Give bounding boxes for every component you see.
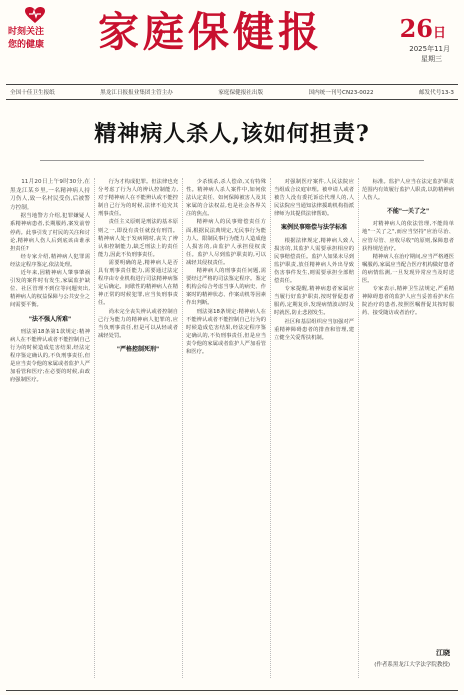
paragraph: 对强制医疗案件,人民法院应当组成合议庭审理。被申请人或者被告人没有委托诉讼代理人的,人民法院应当通知法律援助机构指派律师为其提供法律帮助。 [274, 179, 354, 218]
info-item: 邮发代号13-3 [418, 90, 454, 96]
paragraph: 精神病人的民事赔偿责任方面,根据民法典规定,无民事行为能力人、限制民事行为能力人造成他人损害的,由监护人承担侵权责任。监护人尽到监护职责的,可以减轻其侵权责任。 [186, 219, 266, 266]
article-lead: 11月20日上午9时30分,在黑龙江某乡里,一名精神病人持刀伤人,致一名村民受伤,后被警方控制。 [10, 179, 90, 211]
issue-year-month: 2025年11月 [409, 45, 450, 53]
paragraph: 对精神病人的依法管理,不能简单地"一关了之",而应当坚持"应治尽治、应管尽管、应收尽收"的原则,保障患者获得规范治疗。 [362, 221, 454, 252]
paragraph: 精神病人在治疗期间,应当严格遵医嘱服药,家属应当配合医疗机构做好患者的病情监测,一旦发现异常应当及时送医。 [362, 253, 454, 285]
slogan-line-2: 您的健康 [8, 40, 45, 50]
info-item: 国内统一刊号CN23-0022 [308, 90, 374, 96]
paragraph: 刑法第18条规定:精神病人在不能辨认或者不能控制自己行为的时候造成危害结果,经法定程序鉴定确认的,不负刑事责任,但是应当责令他的家属或者监护人严加看管和医疗。 [186, 308, 266, 355]
slogan-line-1: 时刻关注 [8, 27, 45, 37]
paragraph: 行为才构成犯罪。但法律也充分考虑了行为人的辨认控制能力,对于精神病人在不能辨认或不能控制自己行为的时候,法律不追究其刑事责任。 [98, 179, 178, 218]
paragraph: 近年来,因精神病人肇事肇祸引发的案件时有发生,家属监护缺位、社区管理不到位等问题突出,精神病人的权益保障与公共安全之间需要平衡。 [10, 270, 90, 309]
page-footer-rule [6, 690, 458, 691]
heart-logo-icon [24, 6, 46, 24]
article-column-1 [10, 178, 90, 678]
section-subheading: "严格控制死刑" [116, 345, 160, 353]
article-headline: 精神病人杀人,该如何担责? [94, 120, 370, 147]
issue-day [400, 16, 446, 47]
article-column-3 [186, 178, 266, 678]
column-divider [358, 178, 359, 678]
paragraph: 根据法律规定,精神病人致人损害的,其监护人需要承担相应的民事赔偿责任。监护人如果未尽到监护职责,放任精神病人外出导致伤害事件发生,则需要承担全部赔偿责任。 [274, 237, 354, 285]
author-byline: (作者系黑龙江大学法学院教授) [374, 662, 450, 668]
section-subheading: 不能"一关了之" [386, 208, 430, 216]
issue-day-number: 26 [399, 14, 433, 43]
masthead [0, 0, 464, 96]
article-column-5 [362, 178, 454, 678]
paragraph: 尚未完全丧失辨认或者控制自己行为能力的精神病人犯罪的,应当负刑事责任,但是可以从轻或者减轻处罚。 [98, 308, 178, 339]
headline-rule [40, 160, 424, 161]
paragraph: 责任主义原则是刑法的基本原则之一,即没有责任就没有刑罚。精神病人处于发病期时,丧失了辨认和控制能力,缺乏刑法上的责任能力,因此不负刑事责任。 [98, 219, 178, 258]
paragraph: 专家提醒,精神病患者家属应当履行好监护职责,按时督促患者服药,定期复诊,发现病情波动时及时就医,防止悲剧发生。 [274, 286, 354, 317]
newspaper-title: 家庭保健报 [98, 8, 323, 56]
paragraph: 社区和基层组织应当加强对严重精神障碍患者的排查和管理,建立健全关爱帮扶机制。 [274, 318, 354, 341]
paragraph: 经专家介绍,精神病人犯罪需经法定程序鉴定,依法处理。 [10, 253, 90, 268]
issue-day-unit: 日 [432, 26, 446, 41]
paragraph: 少杀慎杀,杀人偿命,又有特殊性。精神病人杀人案件中,如何依法认定责任、如何保障被害人及其家属的合法权益,也是社会各界关注的焦点。 [186, 179, 266, 218]
paragraph: 精神病人的刑事责任问题,需要经过严格的司法鉴定程序。鉴定机构会综合考虑当事人的病史、作案时的精神状态、作案动机等因素作出判断。 [186, 268, 266, 307]
column-divider [182, 178, 183, 678]
section-subheading: 案例民事赔偿与法学标准 [280, 224, 347, 232]
paragraph: 据当地警方介绍,犯罪嫌疑人系精神病患者,长期服药,案发前曾停药。此事引发了村民的关注和讨论,精神病人伤人后到底该由谁承担责任? [10, 213, 90, 252]
article-column-2 [98, 178, 178, 678]
section-subheading: "法不强人所难" [28, 315, 72, 323]
paragraph: 标准。监护人应当在法定监护职责范围内有效履行监护人职责,以防精神病人伤人。 [362, 179, 454, 202]
article-column-4 [274, 178, 354, 678]
column-divider [270, 178, 271, 678]
headline-area [0, 110, 464, 154]
paragraph: 刑法第18条第1款规定:精神病人在不能辨认或者不能控制自己行为的时候造成危害结果,经法定程序鉴定确认的,不负刑事责任,但是应当责令他的家属或者监护人严加看管和医疗;在必要的时候,由政府强制医疗。 [10, 328, 90, 384]
masthead-info-bar [6, 84, 458, 100]
issue-weekday: 星期三 [421, 55, 442, 63]
info-item: 黑龙江日报报业集团主管主办 [100, 90, 173, 96]
info-item: 家庭保健报社出版 [218, 90, 264, 96]
masthead-slogan [8, 26, 44, 52]
paragraph: 需要明确的是,精神病人是否具有刑事责任能力,需要通过法定程序由专业机构进行司法精神病鉴定后确定。间歇性的精神病人在精神正常的时候犯罪,应当负刑事责任。 [98, 259, 178, 307]
info-item: 全国十佳卫生报纸 [10, 90, 55, 96]
article-author: 江晓 [436, 649, 450, 657]
column-divider [94, 178, 95, 678]
paragraph: 专家表示,精神卫生法规定,严重精神障碍患者的监护人应当妥善看护未住院治疗的患者,按照医嘱督促其按时服药、接受随访或者治疗。 [362, 286, 454, 317]
